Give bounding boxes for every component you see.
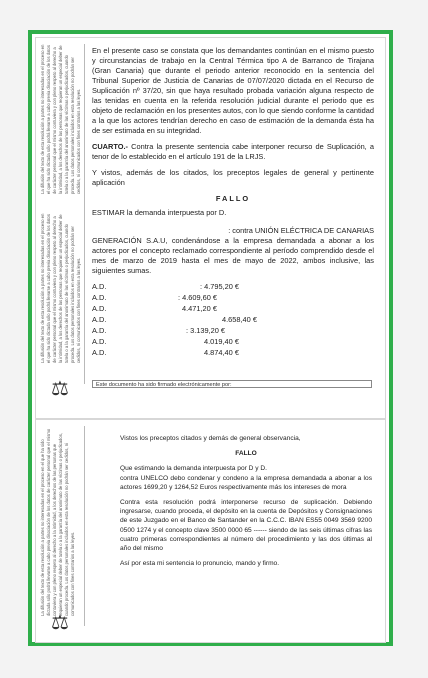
document-page-1 [36, 38, 385, 418]
amount-value: : 4.609,60 € [178, 293, 218, 302]
amount-row [92, 337, 374, 348]
condena-line: contra UNELCO debo condenar y condeno a la empresa demandada a abonar a los actores 1699,20 y 1264,52 Euros respectivamente más los intereses de mora [120, 474, 372, 491]
vistos-line: Vistos los preceptos citados y demás de general observancia, [120, 435, 301, 442]
cuarto-text: Contra la presente sentencia cabe interponer recurso de Suplicación, a tenor de lo establecido en el artículo 191 de la LRJS. [92, 142, 374, 161]
amount-label: A.D. [92, 337, 107, 346]
margin-divider [84, 44, 85, 384]
amount-value: 4.874,40 € [204, 348, 239, 357]
closing-line: Así por esta mi sentencia lo pronuncio, mando y firmo. [120, 560, 280, 568]
court-seal-icon: ⚖ [51, 378, 69, 400]
amount-value: : 3.139,20 € [186, 326, 226, 335]
estimar-line: ESTIMAR la demanda interpuesta por D. [92, 208, 227, 217]
amount-label: A.D. [92, 304, 107, 313]
fallo-heading: FALLO [215, 194, 251, 203]
amount-value: 4.019,40 € [204, 337, 239, 346]
amount-value: 4.471,20 € [182, 304, 217, 313]
amount-label: A.D. [92, 315, 107, 324]
electronic-signature-note: Este documento ha sido firmado electrónicamente por: [92, 380, 372, 388]
amount-row [92, 315, 374, 326]
document-page-2 [36, 420, 385, 642]
paragraph-cuarto [92, 142, 374, 162]
amount-row [92, 282, 374, 293]
margin-divider [84, 426, 85, 626]
privacy-margin-note-top: La difusión del texto de esta resolución a partes no interesadas en el proceso en el que ha sido dictada sólo podrá llevarse a cabo previa disociación de los datos de carácter personal que el mismo contuviera y con pleno respeto al derecho a la intimidad, a los derechos de las personas que requieran un especial deber de tutela o a la garantía del anonimato de las víctimas o perjudicados, cuando proceda. Los datos personales incluidos en esta resolución no podrán ser cedidos, ni comunicados con fines contrarios a las leyes. [40, 44, 81, 194]
recurso-paragraph: Contra esta resolución podrá interponerse recurso de suplicación. Debiendo ingresarse, cuando proceda, el depósito en la cuenta de Depósitos y Consignaciones de este Juzgado en el Banco de Santander en la C.C.C. IBAN ES55 0049 3569 9200 0500 1274 y el concepto clave 3500 0000 65 ------ siendo de las seis últimas cifras las cuatro primeras correspondientes al número del procedimiento y las dos últimas al año del mismo [120, 499, 372, 553]
amount-label: A.D. [92, 282, 107, 291]
condena-paragraph: GENERACIÓN S.A.U, condenándose a la empresa demandada a abonar a los actores por el concepto reclamado correspondiente al período comprendido desde el mes de marzo de 2019 hasta el mes de mayo de 2022, ambos inclusive, las siguientes sumas. [92, 236, 374, 275]
amount-row [92, 348, 374, 359]
paragraph-conclusion: En el presente caso se constata que los demandantes continúan en el mismo puesto y circunstancias de trabajo en la Central Térmica tipo A de Barranco de Tirajana (Gran Canaria) que durante el periodo anterior reconocido en la sentencia del Tribunal Superior de Justicia de Canarias de 07/07/2020 dictada en el Recurso de Suplicación nº 37/20, sin que haya resultado probada variación alguna respecto de las tenidas en cuenta en la referida resolución judicial durante el periodo que es objeto de reclamación en los presentes autos, con lo que siendo conforme la cantidad a la que los actores tendrían derecho en caso de estimación de la demanda ésta ha de ser estimada en su integridad. [92, 46, 374, 135]
amount-value: 4.658,40 € [222, 315, 257, 324]
page-2-body [120, 434, 372, 574]
cuarto-label: CUARTO.- [92, 142, 128, 151]
contra-line: : contra UNIÓN ELÉCTRICA DE CANARIAS [228, 226, 374, 235]
court-seal-icon: ⚖ [51, 612, 69, 634]
privacy-margin-note-page-2: La difusión del texto de esta resolución a partes no interesadas en el proceso en el que ha sido dictada sólo podrá llevarse a cabo previa disociación de los datos de carácter personal que el mismo contuviera y con pleno respeto al derecho a la intimidad, a los derechos de las personas que requieran un especial deber de tutela o a la garantía del anonimato de las víctimas o perjudicados, cuando proceda. Los datos personales incluidos en esta resolución no podrán ser cedidos, ni comunicados con fines contrarios a las leyes. [40, 428, 75, 616]
privacy-margin-note-bottom: La difusión del texto de esta resolución a partes no interesadas en el proceso en el que ha sido dictada sólo podrá llevarse a cabo previa disociación de los datos de carácter personal que el mismo contuviera y con pleno respeto al derecho a la intimidad, a los derechos de las personas que requieran un especial deber de tutela o a la garantía del anonimato de las víctimas o perjudicados, cuando proceda. Los datos personales incluidos en esta resolución no podrán ser cedidos, ni comunicados con fines contrarios a las leyes. [40, 213, 81, 363]
amount-value: : 4.795,20 € [200, 282, 240, 291]
amount-row [92, 304, 374, 315]
amount-row [92, 326, 374, 337]
page-1-body [92, 46, 374, 359]
green-frame [28, 30, 393, 646]
paragraph-vistos: Y vistos, además de los citados, los preceptos legales de general y pertinente aplicación [92, 168, 374, 187]
estimando-line: Que estimando la demanda interpuesta por D y D. [120, 465, 267, 473]
amount-label: A.D. [92, 348, 107, 357]
amount-row [92, 293, 374, 304]
fallo-heading: FALLO [235, 450, 257, 458]
amount-label: A.D. [92, 326, 107, 335]
amount-label: A.D. [92, 293, 107, 302]
